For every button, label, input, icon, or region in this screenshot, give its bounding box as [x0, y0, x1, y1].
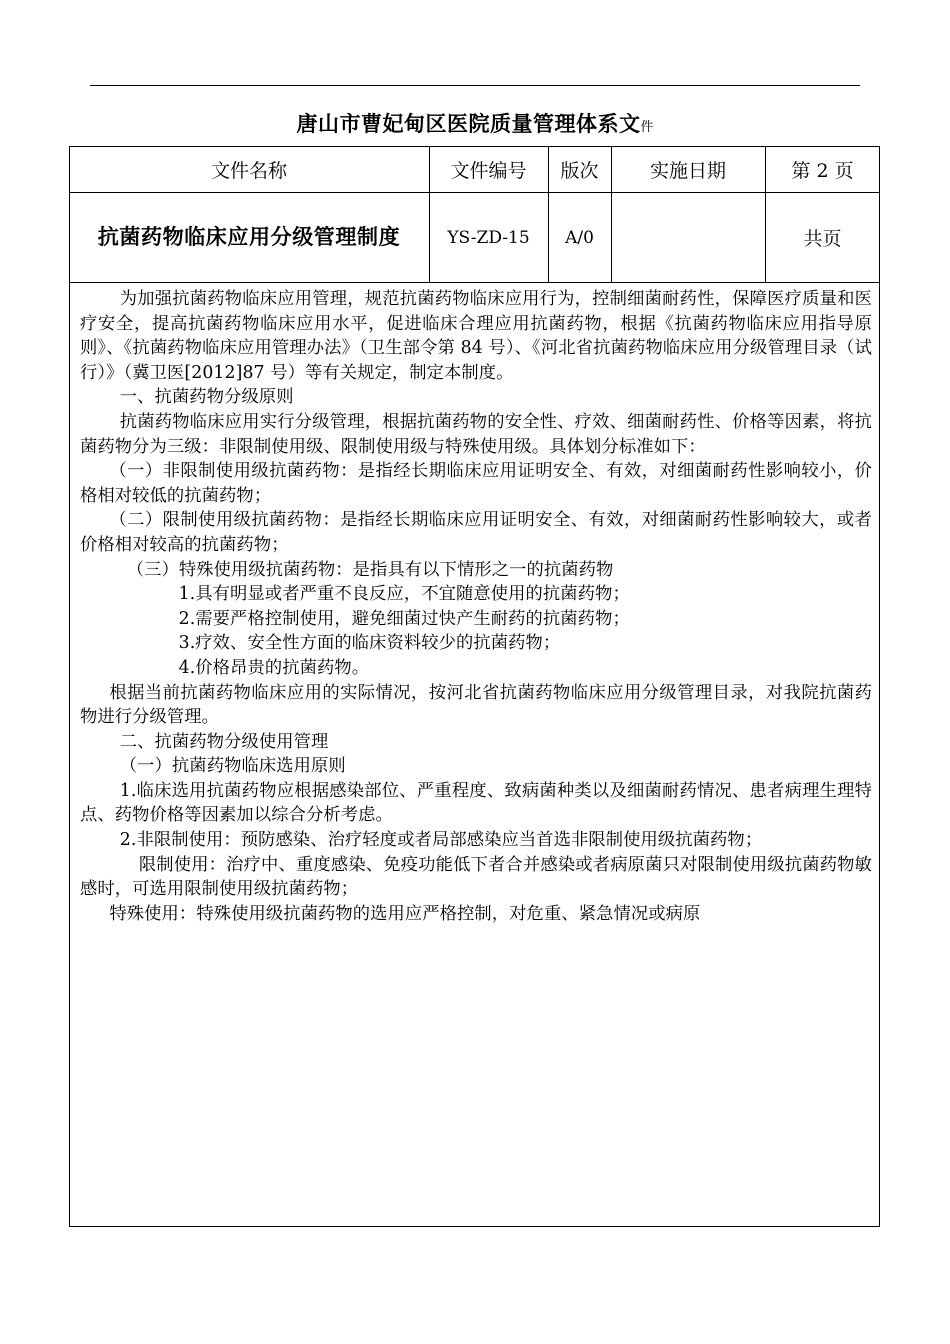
paragraph-unrestricted: （一）非限制使用级抗菌药物：是指经长期临床应用证明安全、有效，对细菌耐药性影响较小，价格相对较低的抗菌药物； — [80, 461, 872, 506]
header-effective-date: 实施日期 — [649, 159, 726, 182]
value-file-name: 抗菌药物临床应用分级管理制度 — [97, 225, 401, 249]
list-item-special-2: 2.需要严格控制使用，避免细菌过快产生耐药的抗菌药物； — [178, 608, 630, 629]
document-title — [0, 108, 950, 138]
paragraph-current-practice: 根据当前抗菌药物临床应用的实际情况，按河北省抗菌药物临床应用分级管理目录，对我院抗菌药物进行分级管理。 — [80, 682, 872, 728]
paragraph-special-use: 特殊使用：特殊使用级抗菌药物的选用应严格控制，对危重、紧急情况或病原 — [109, 903, 701, 924]
document-title-main: 唐山市曹妃甸区医院质量管理体系文 — [296, 112, 641, 136]
section-heading-2: 二、抗菌药物分级使用管理 — [119, 731, 329, 752]
section-heading-1: 一、抗菌药物分级原则 — [119, 387, 294, 408]
paragraph-restricted: （二）限制使用级抗菌药物：是指经长期临床应用证明安全、有效，对细菌耐药性影响较大，或者价格相对较高的抗菌药物； — [80, 510, 872, 555]
table-bottom-divider — [69, 282, 880, 283]
value-file-number: YS-ZD-15 — [447, 227, 530, 248]
paragraph-intro: 为加强抗菌药物临床应用管理，规范抗菌药物临床应用行为，控制细菌耐药性，保障医疗质量和医疗安全，提高抗菌药物临床应用水平，促进临床合理应用抗菌药物，根据《抗菌药物临床应用指导原则》、《抗菌药物临床应用管理办法》（卫生部令第 84 号）、《河北省抗菌药物临床应用分级管理目录（试行）》（冀卫医[2012]87 号）等有关规定，制定本制度。 — [80, 289, 872, 383]
value-version: A/0 — [565, 227, 594, 248]
document-title-suffix: 件 — [640, 120, 654, 135]
paragraph-classification: 抗菌药物临床应用实行分级管理，根据抗菌药物的安全性、疗效、细菌耐药性、价格等因素，将抗菌药物分为三级：非限制使用级、限制使用级与特殊使用级。具体划分标准如下： — [80, 411, 872, 457]
paragraph-selection-1: 1.临床选用抗菌药物应根据感染部位、严重程度、致病菌种类以及细菌耐药情况、患者病理生理特点、药物价格等因素加以综合分析考虑。 — [80, 780, 872, 826]
paragraph-restricted-use: 限制使用：治疗中、重度感染、免疫功能低下者合并感染或者病原菌只对限制使用级抗菌药物敏感时，可选用限制使用级抗菌药物； — [80, 854, 872, 900]
paragraph-special: （三）特殊使用级抗菌药物：是指具有以下情形之一的抗菌药物 — [126, 559, 614, 580]
paragraph-selection-2: 2.非限制使用：预防感染、治疗轻度或者局部感染应当首选非限制使用级抗菌药物； — [119, 830, 763, 851]
value-effective-date — [611, 193, 765, 282]
header-rule — [90, 85, 860, 86]
header-file-number: 文件编号 — [450, 159, 527, 182]
subsection-heading-selection: （一）抗菌药物临床选用原则 — [119, 756, 346, 777]
value-total-pages: 共页 — [803, 228, 842, 250]
list-item-special-3: 3.疗效、安全性方面的临床资料较少的抗菌药物； — [178, 633, 561, 654]
header-version: 版次 — [560, 159, 599, 182]
header-file-name: 文件名称 — [210, 159, 287, 182]
list-item-special-4: 4.价格昂贵的抗菌药物。 — [178, 657, 370, 678]
header-page-number: 第 2 页 — [791, 159, 854, 182]
list-item-special-1: 1.具有明显或者严重不良反应，不宜随意使用的抗菌药物； — [178, 584, 630, 605]
document-body — [80, 287, 872, 926]
